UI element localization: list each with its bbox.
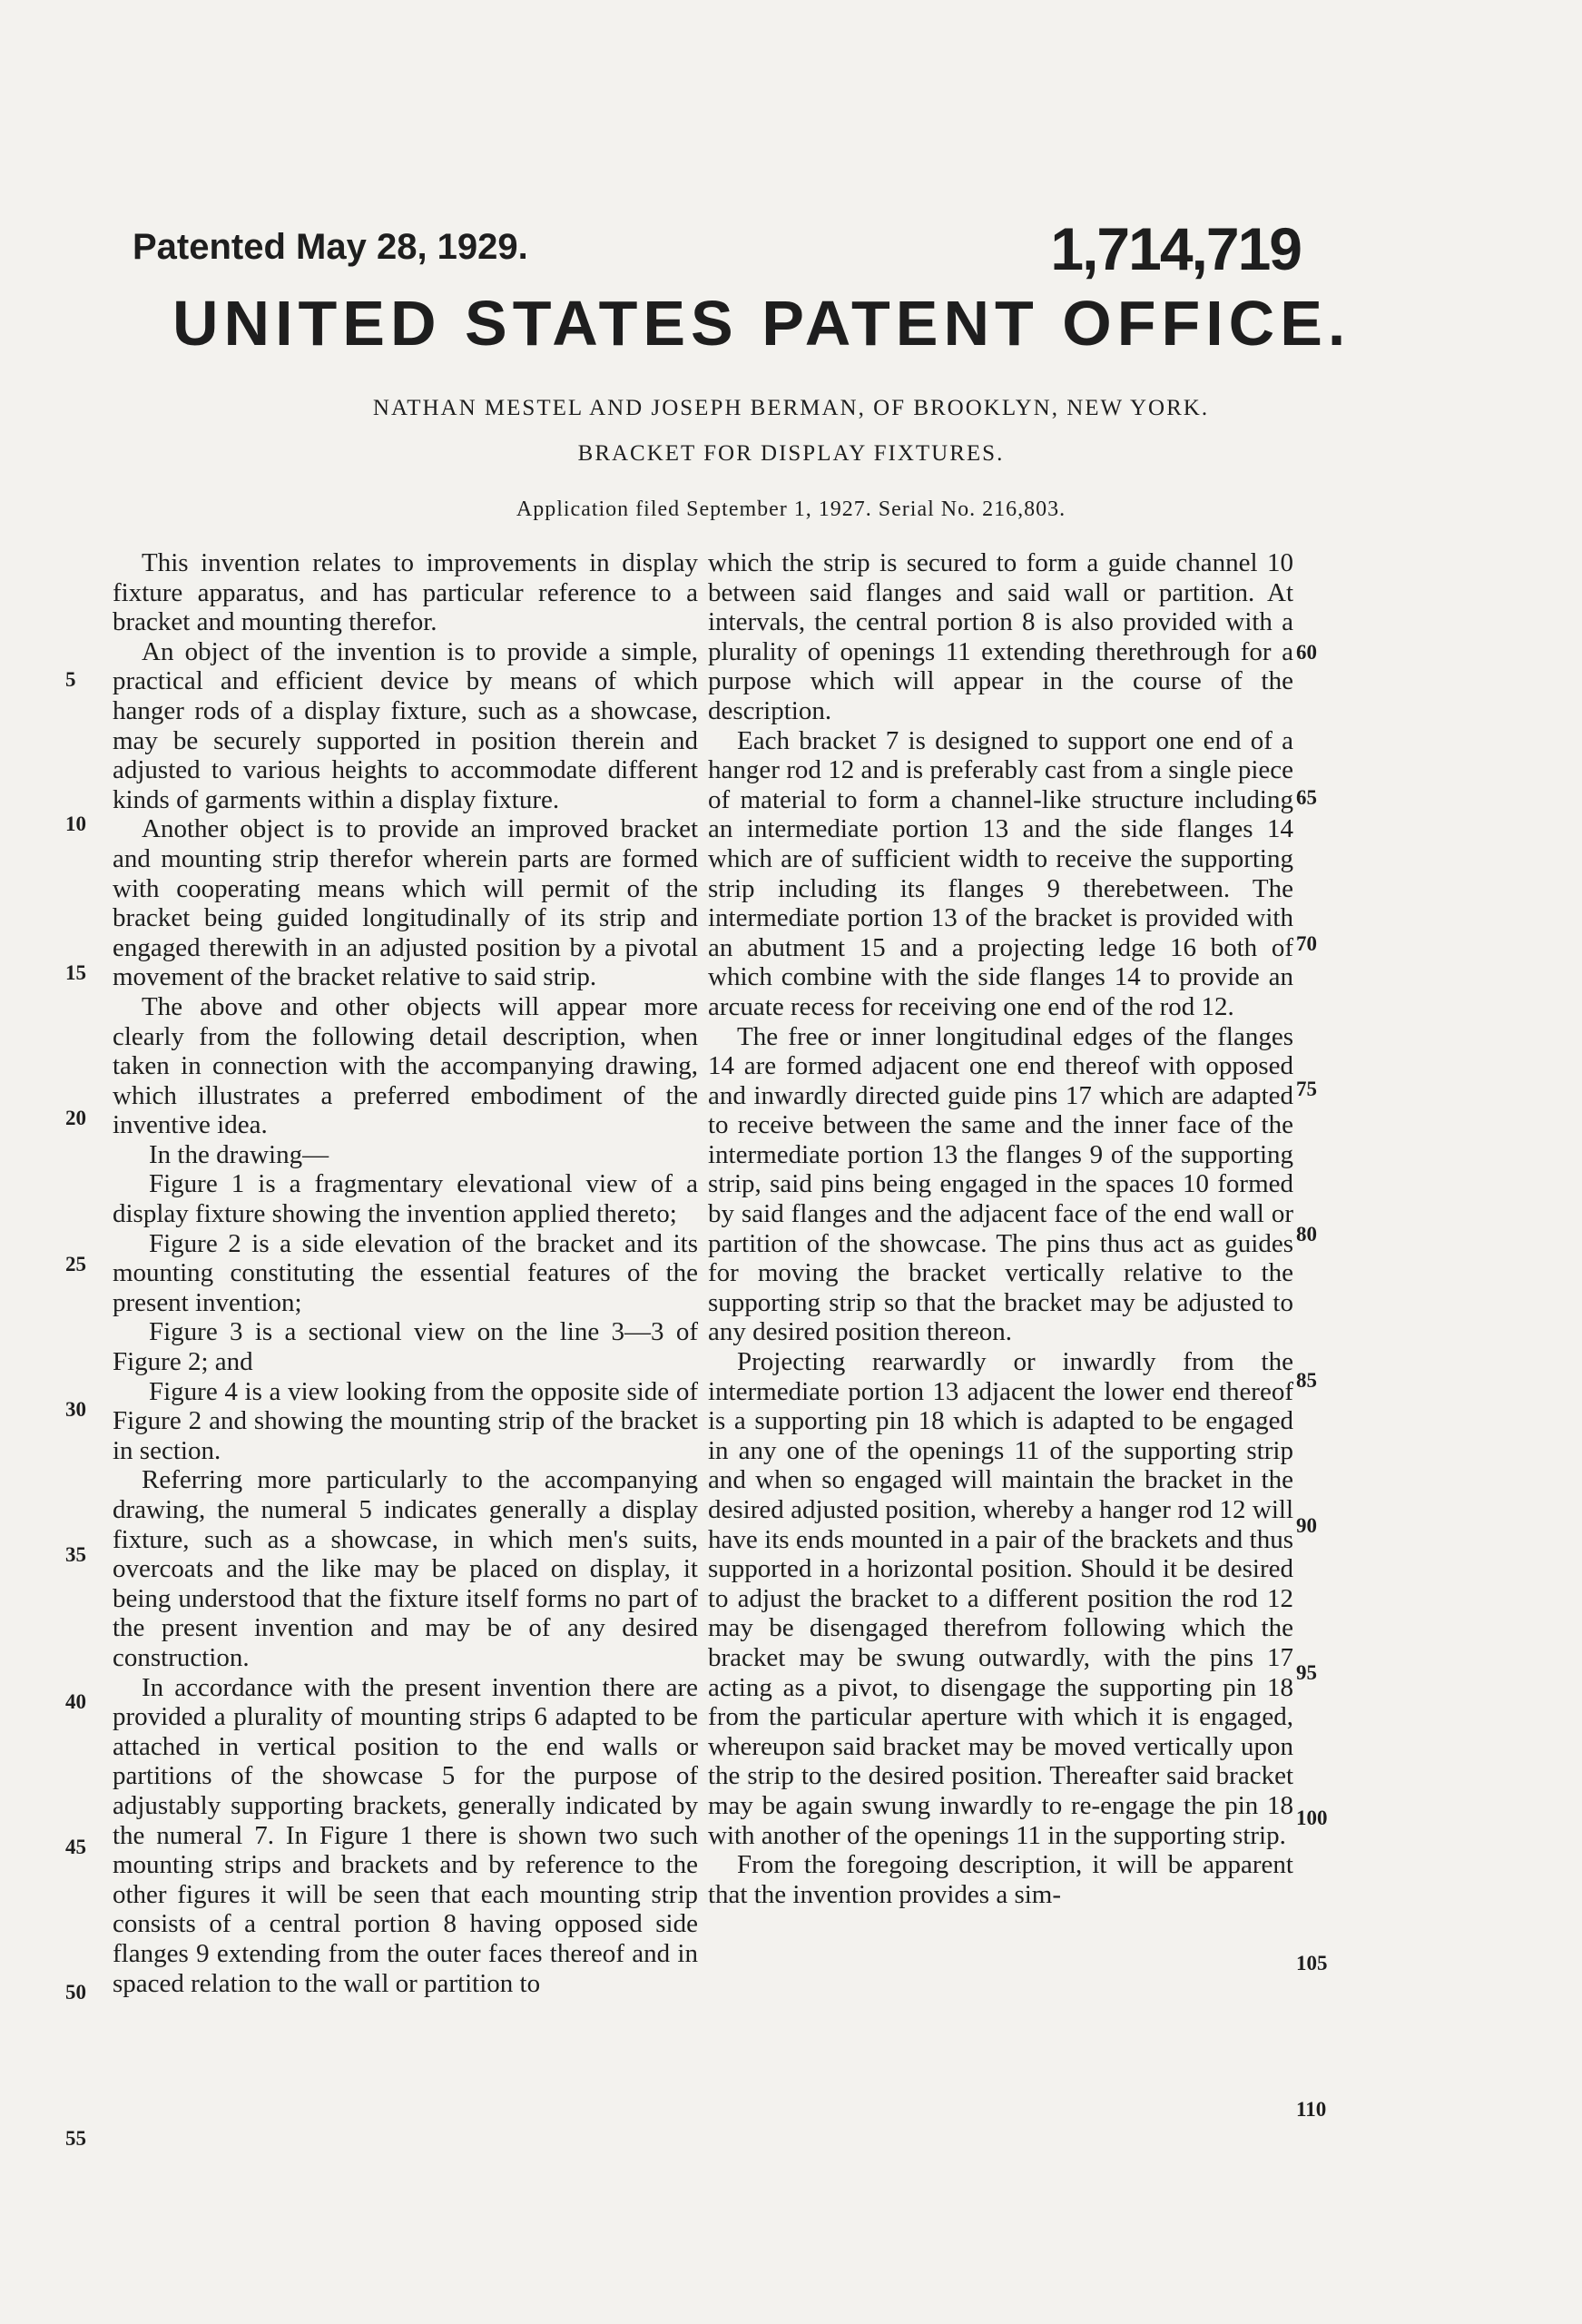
line-number: 20	[65, 1107, 86, 1129]
paragraph: Figure 1 is a fragmentary elevational view of a display fixture showing the invention applied thereto;	[113, 1169, 698, 1229]
paragraph: Another object is to provide an improved bracket and mounting strip therefor wherein parts are formed with cooperating means which will permit of the bracket being guided longitudinally of its strip and engaged therewith in an adjusted position by a pivotal movement of the bracket relative to said strip.	[113, 814, 698, 992]
paragraph: An object of the invention is to provide a simple, practical and efficient device by means of which hanger rods of a display fixture, such as a showcase, may be securely supported in position therein and adjusted to various heights to accommodate different kinds of garments within a display fixture.	[113, 636, 698, 814]
paragraph: From the foregoing description, it will be apparent that the invention provides a sim-	[708, 1850, 1293, 1909]
line-number: 25	[65, 1253, 86, 1275]
application-line: Application filed September 1, 1927. Serial No. 216,803.	[516, 497, 1066, 521]
paragraph: Projecting rearwardly or inwardly from the intermediate portion 13 adjacent the lower end thereof is a supporting pin 18 which is adapted to be engaged in any one of the openings 11 of the supporting strip and when so engaged will maintain the bracket in the desired adjusted position, whereby a hanger rod 12 will have its ends mounted in a pair of the brackets and thus supported in a horizontal position. Should it be desired to adjust the bracket to a different position the rod 12 may be disengaged therefrom following which the bracket may be swung outwardly, with the pins 17 acting as a pivot, to disengage the supporting pin 18 from the particular aperture with which it is engaged, whereupon said bracket may be moved vertically upon the strip to the desired position. Thereafter said bracket may be again swung inwardly to re-engage the pin 18 with another of the openings 11 in the supporting strip.	[708, 1347, 1293, 1850]
line-number: 40	[65, 1690, 86, 1713]
line-number: 80	[1296, 1223, 1317, 1246]
paragraph: The above and other objects will appear more clearly from the following detail description, when taken in connection with the accompanying drawing, which illustrates a preferred embodiment of the inventive idea.	[113, 991, 698, 1140]
paragraph: Referring more particularly to the accompanying drawing, the numeral 5 indicates generally a display fixture, such as a showcase, in which men's suits, overcoats and the like may be placed on display, it being understood that the fixture itself forms no part of the present invention and may be of any desired construction.	[113, 1465, 698, 1672]
line-number: 30	[65, 1398, 86, 1421]
paragraph: In accordance with the present invention there are provided a plurality of mounting strips 6 adapted to be attached in vertical position to the end walls or partitions of the showcase 5 for the purpose of adjustably supporting brackets, generally indicated by the numeral 7. In Figure 1 there is shown two such mounting strips and brackets and by reference to the other figures it will be seen that each mounting strip consists of a central portion 8 having opposed side flanges 9 extending from the outer faces thereof and in spaced relation to the wall or partition to	[113, 1672, 698, 1998]
line-number: 85	[1296, 1369, 1317, 1392]
patented-date: Patented May 28, 1929.	[133, 227, 528, 267]
paragraph: This invention relates to improvements in display fixture apparatus, and has particular reference to a bracket and mounting therefor.	[113, 548, 698, 637]
line-number: 55	[65, 2127, 86, 2150]
line-number: 50	[65, 1981, 86, 2004]
line-number: 100	[1296, 1807, 1328, 1829]
paragraph: Figure 4 is a view looking from the opposite side of Figure 2 and showing the mounting strip of the bracket in section.	[113, 1376, 698, 1465]
inventors-line: NATHAN MESTEL AND JOSEPH BERMAN, OF BROOKLYN, NEW YORK.	[372, 396, 1210, 420]
line-number: 65	[1296, 786, 1317, 809]
line-number: 75	[1296, 1078, 1317, 1100]
paragraph: The free or inner longitudinal edges of the flanges 14 are formed adjacent one end thereof with opposed and inwardly directed guide pins 17 which are adapted to receive between the same and the inner face of the intermediate portion 13 the flanges 9 of the supporting strip, said pins being engaged in the spaces 10 formed by said flanges and the adjacent face of the end wall or partition of the showcase. The pins thus act as guides for moving the bracket vertically relative to the supporting strip so that the bracket may be adjusted to any desired position thereon.	[708, 1021, 1293, 1347]
line-number: 70	[1296, 932, 1317, 955]
left-column	[113, 548, 698, 1998]
line-number: 95	[1296, 1661, 1317, 1684]
line-number: 105	[1296, 1952, 1328, 1974]
line-number: 5	[65, 668, 76, 691]
paragraph: Figure 3 is a sectional view on the line 3—3 of Figure 2; and	[113, 1317, 698, 1377]
line-number: 110	[1296, 2098, 1327, 2121]
line-number: 60	[1296, 641, 1317, 664]
right-column	[708, 548, 1293, 1909]
line-number: 45	[65, 1836, 86, 1858]
line-number: 90	[1296, 1514, 1317, 1537]
office-title: UNITED STATES PATENT OFFICE.	[172, 288, 1351, 359]
line-number: 35	[65, 1543, 86, 1566]
paragraph: Figure 2 is a side elevation of the bracket and its mounting constituting the essential features of the present invention;	[113, 1228, 698, 1317]
line-number: 15	[65, 961, 86, 984]
patent-number: 1,714,719	[1050, 215, 1301, 282]
invention-title: BRACKET FOR DISPLAY FIXTURES.	[577, 441, 1005, 466]
paragraph: In the drawing—	[149, 1139, 329, 1169]
paragraph: which the strip is secured to form a guide channel 10 between said flanges and said wall or partition. At intervals, the central portion 8 is also provided with a plurality of openings 11 extending therethrough for a purpose which will appear in the course of the description.	[708, 548, 1293, 725]
line-number: 10	[65, 812, 86, 835]
paragraph: Each bracket 7 is designed to support one end of a hanger rod 12 and is preferably cast from a single piece of material to form a channel-like structure including an intermediate portion 13 and the side flanges 14 which are of sufficient width to receive the supporting strip including its flanges 9 therebetween. The intermediate portion 13 of the bracket is provided with an abutment 15 and a projecting ledge 16 both of which combine with the side flanges 14 to provide an arcuate recess for receiving one end of the rod 12.	[708, 725, 1293, 1021]
